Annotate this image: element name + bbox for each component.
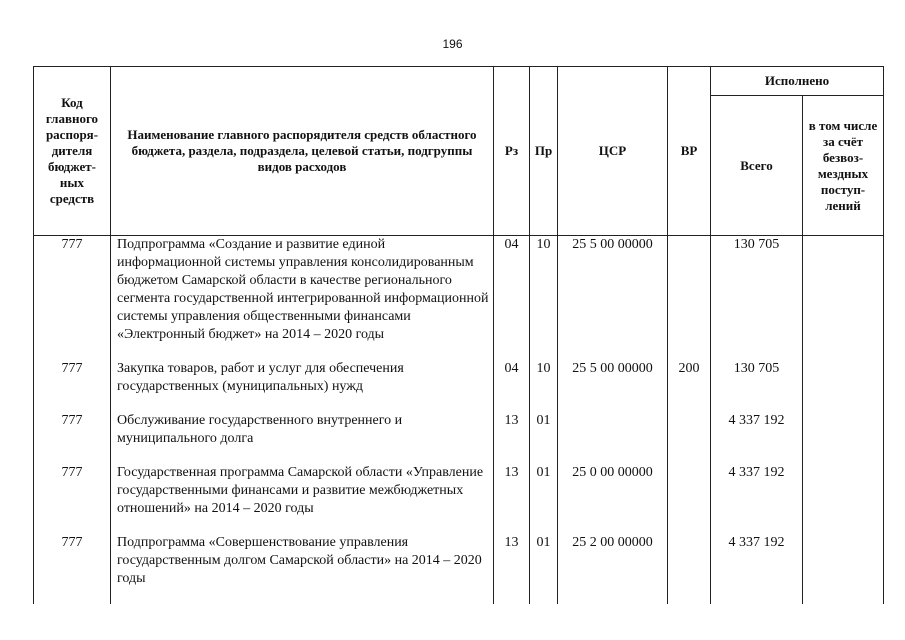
cell-csr — [558, 412, 668, 464]
table-row — [34, 360, 884, 412]
cell-pr: 10 — [530, 360, 558, 412]
cell-gratuitous — [803, 534, 884, 604]
cell-vr: 200 — [668, 360, 711, 412]
cell-gratuitous — [803, 464, 884, 534]
cell-code: 777 — [34, 534, 111, 604]
cell-name: Государственная программа Самарской области «Управление государственными финансами и развитие межбюджетных отношений» на 2014 – 2020 годы — [111, 464, 494, 534]
cell-csr: 25 2 00 00000 — [558, 534, 668, 604]
cell-gratuitous — [803, 236, 884, 361]
table-row — [34, 236, 884, 361]
cell-total: 130 705 — [711, 236, 803, 361]
budget-table — [33, 66, 884, 604]
table-header — [34, 67, 884, 236]
cell-pr: 01 — [530, 534, 558, 604]
cell-vr — [668, 534, 711, 604]
cell-total: 4 337 192 — [711, 464, 803, 534]
cell-total: 130 705 — [711, 360, 803, 412]
cell-pr: 01 — [530, 464, 558, 534]
cell-vr — [668, 236, 711, 361]
cell-rz: 13 — [494, 464, 530, 534]
table-body — [34, 236, 884, 605]
header-total: Всего — [711, 96, 803, 236]
cell-name: Закупка товаров, работ и услуг для обеспечения государственных (муниципальных) нужд — [111, 360, 494, 412]
cell-name: Обслуживание государственного внутреннего и муниципального долга — [111, 412, 494, 464]
cell-gratuitous — [803, 412, 884, 464]
header-pr: Пр — [530, 67, 558, 236]
cell-code: 777 — [34, 412, 111, 464]
header-code: Код главного распоря-дителя бюджет-ных средств — [34, 67, 111, 236]
cell-name: Подпрограмма «Совершенствование управления государственным долгом Самарской области» на 2014 – 2020 годы — [111, 534, 494, 604]
header-vr: ВР — [668, 67, 711, 236]
cell-total: 4 337 192 — [711, 412, 803, 464]
cell-csr: 25 5 00 00000 — [558, 360, 668, 412]
table-row — [34, 412, 884, 464]
cell-gratuitous — [803, 360, 884, 412]
cell-vr — [668, 464, 711, 534]
cell-pr: 10 — [530, 236, 558, 361]
header-executed: Исполнено — [711, 67, 884, 96]
cell-total: 4 337 192 — [711, 534, 803, 604]
cell-csr: 25 5 00 00000 — [558, 236, 668, 361]
cell-rz: 13 — [494, 412, 530, 464]
cell-code: 777 — [34, 236, 111, 361]
cell-pr: 01 — [530, 412, 558, 464]
header-csr: ЦСР — [558, 67, 668, 236]
header-gratuitous: в том числе за счёт безвоз-мездных поступ-лений — [803, 96, 884, 236]
table-row — [34, 464, 884, 534]
header-name: Наименование главного распорядителя средств областного бюджета, раздела, подраздела, целевой статьи, подгруппы видов расходов — [111, 67, 494, 236]
table-row — [34, 534, 884, 604]
cell-code: 777 — [34, 464, 111, 534]
header-rz: Рз — [494, 67, 530, 236]
cell-vr — [668, 412, 711, 464]
cell-code: 777 — [34, 360, 111, 412]
cell-rz: 04 — [494, 360, 530, 412]
cell-rz: 04 — [494, 236, 530, 361]
page-number: 196 — [442, 37, 463, 51]
cell-csr: 25 0 00 00000 — [558, 464, 668, 534]
cell-rz: 13 — [494, 534, 530, 604]
cell-name: Подпрограмма «Создание и развитие единой информационной системы управления консолидированным бюджетом Самарской области в качестве регионального сегмента государственной интегрированной информационной системы управления общественными финансами «Электронный бюджет» на 2014 – 2020 годы — [111, 236, 494, 361]
